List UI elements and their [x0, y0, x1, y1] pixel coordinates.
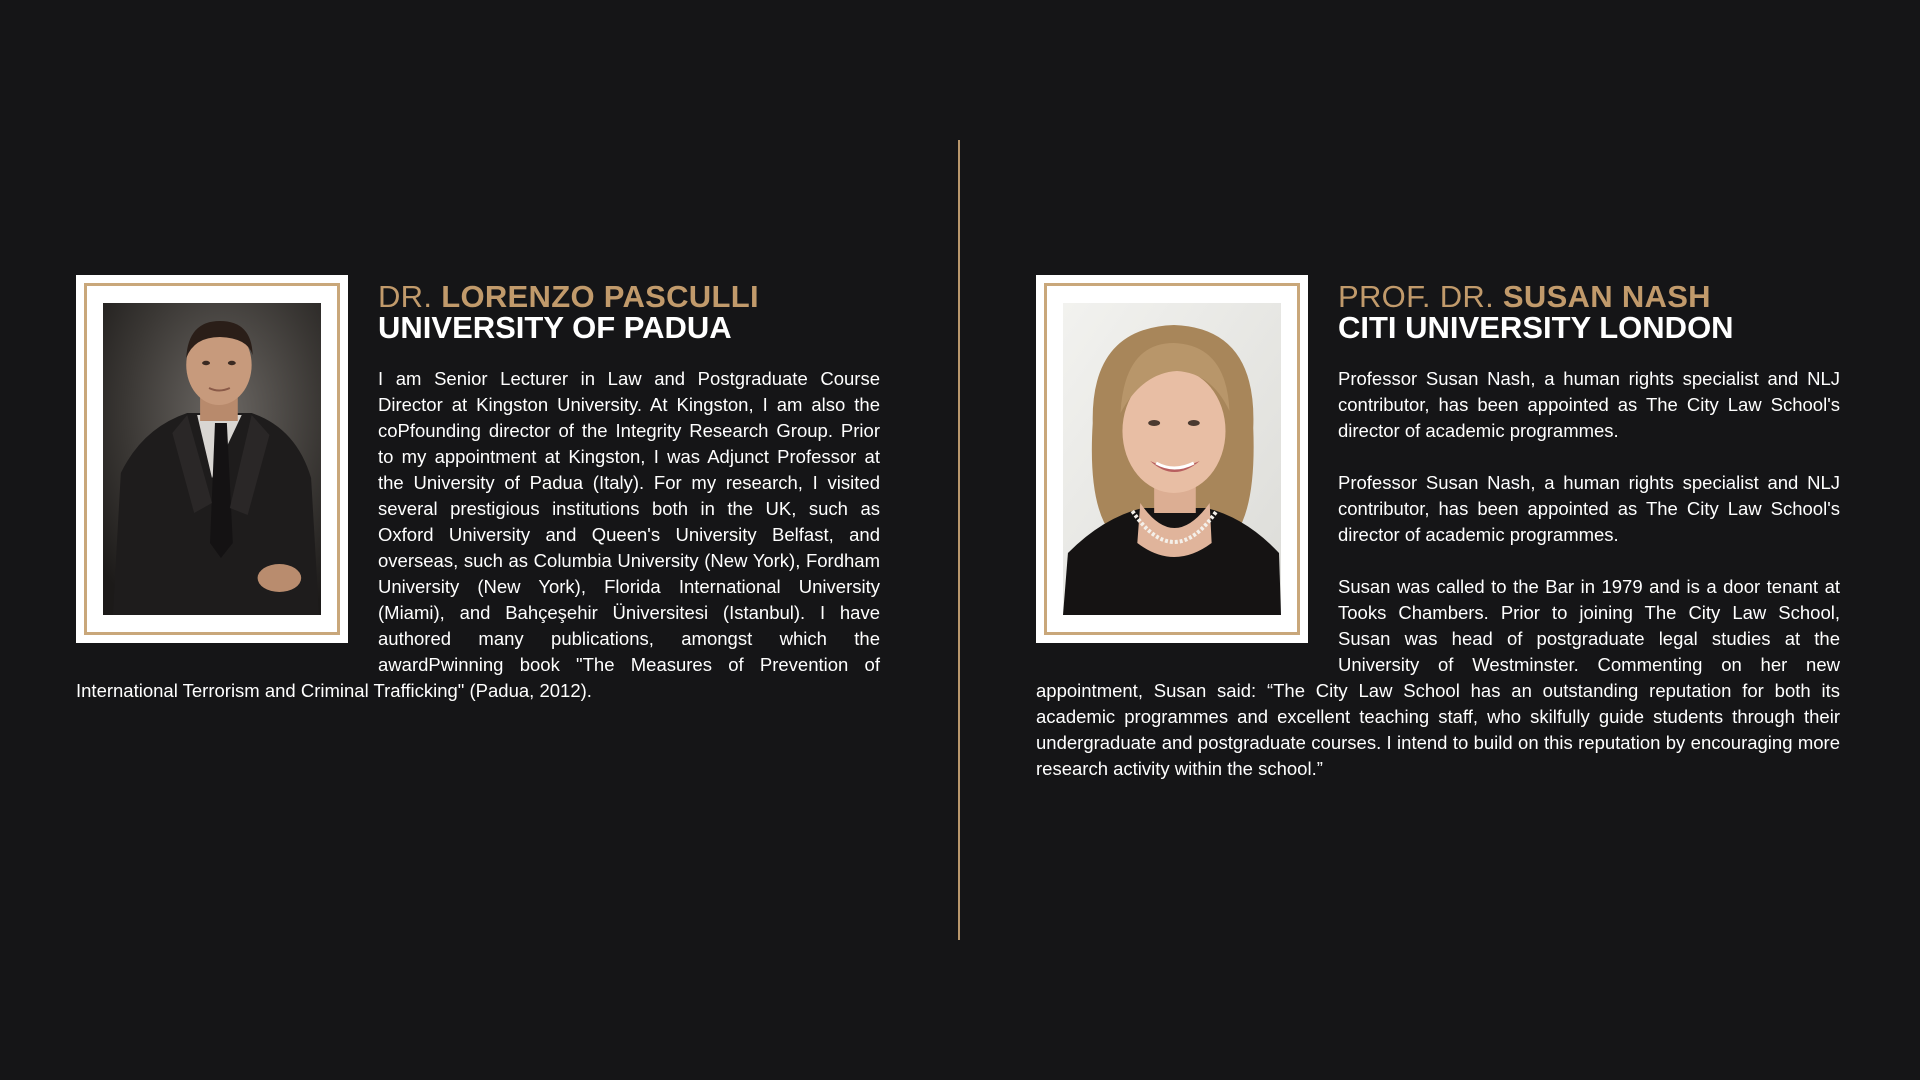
title-prefix: PROF. DR. — [1338, 279, 1503, 314]
bio-paragraph: Professor Susan Nash, a human rights specialist and NLJ contributor, has been appointed as The City Law School's director of academic programmes. — [1338, 472, 1840, 545]
profile-name: LORENZO PASCULLI — [441, 279, 759, 314]
profile-name: SUSAN NASH — [1502, 279, 1711, 314]
profile-university: CITI UNIVERSITY LONDON — [1338, 310, 1734, 345]
center-divider — [958, 140, 960, 940]
title-prefix: DR. — [378, 279, 442, 314]
portrait-photo-woman — [1063, 303, 1281, 615]
photo-border — [1044, 283, 1300, 635]
bio-paragraph: Professor Susan Nash, a human rights specialist and NLJ contributor, has been appointed as The City Law School's director of academic programmes. — [1338, 368, 1840, 441]
photo-frame — [1036, 275, 1308, 643]
profile-university: UNIVERSITY OF PADUA — [378, 310, 732, 345]
photo-frame — [76, 275, 348, 643]
portrait-photo-man — [103, 303, 321, 615]
profile-lorenzo-pasculli — [76, 275, 880, 730]
bio-paragraph: I am Senior Lecturer in Law and Postgraduate Course Director at Kingston University. At Kingston, I am also the coPfounding director of the Integrity Research Group. Prior to my appointment at Kingston, I was Adjunct Professor at the University of Padua (Italy). For my research, I visited several prestigious institutions both in the UK, such as Oxford University and Queen's University Belfast, and overseas, such as Columbia University (New York), Fordham University (New York), Florida International University (Miami), and Bahçeşehir Üniversitesi (Istanbul). I have authored many publications, amongst which the awardPwinning book "The Measures of Prevention of International Terrorism and Criminal Trafficking" (Padua, 2012). — [76, 368, 880, 701]
bio-paragraph: Susan was called to the Bar in 1979 and is a door tenant at Tooks Chambers. Prior to joining The City Law School, Susan was head of postgraduate legal studies at the University of Westminster. Commenting on her new appointment, Susan said: “The City Law School has an outstanding reputation for both its academic programmes and excellent teaching staff, who skilfully guide students through their undergraduate and postgraduate courses. I intend to build on this reputation by encouraging more research activity within the school.” — [1036, 576, 1840, 779]
profile-susan-nash — [1036, 275, 1840, 808]
photo-border — [84, 283, 340, 635]
